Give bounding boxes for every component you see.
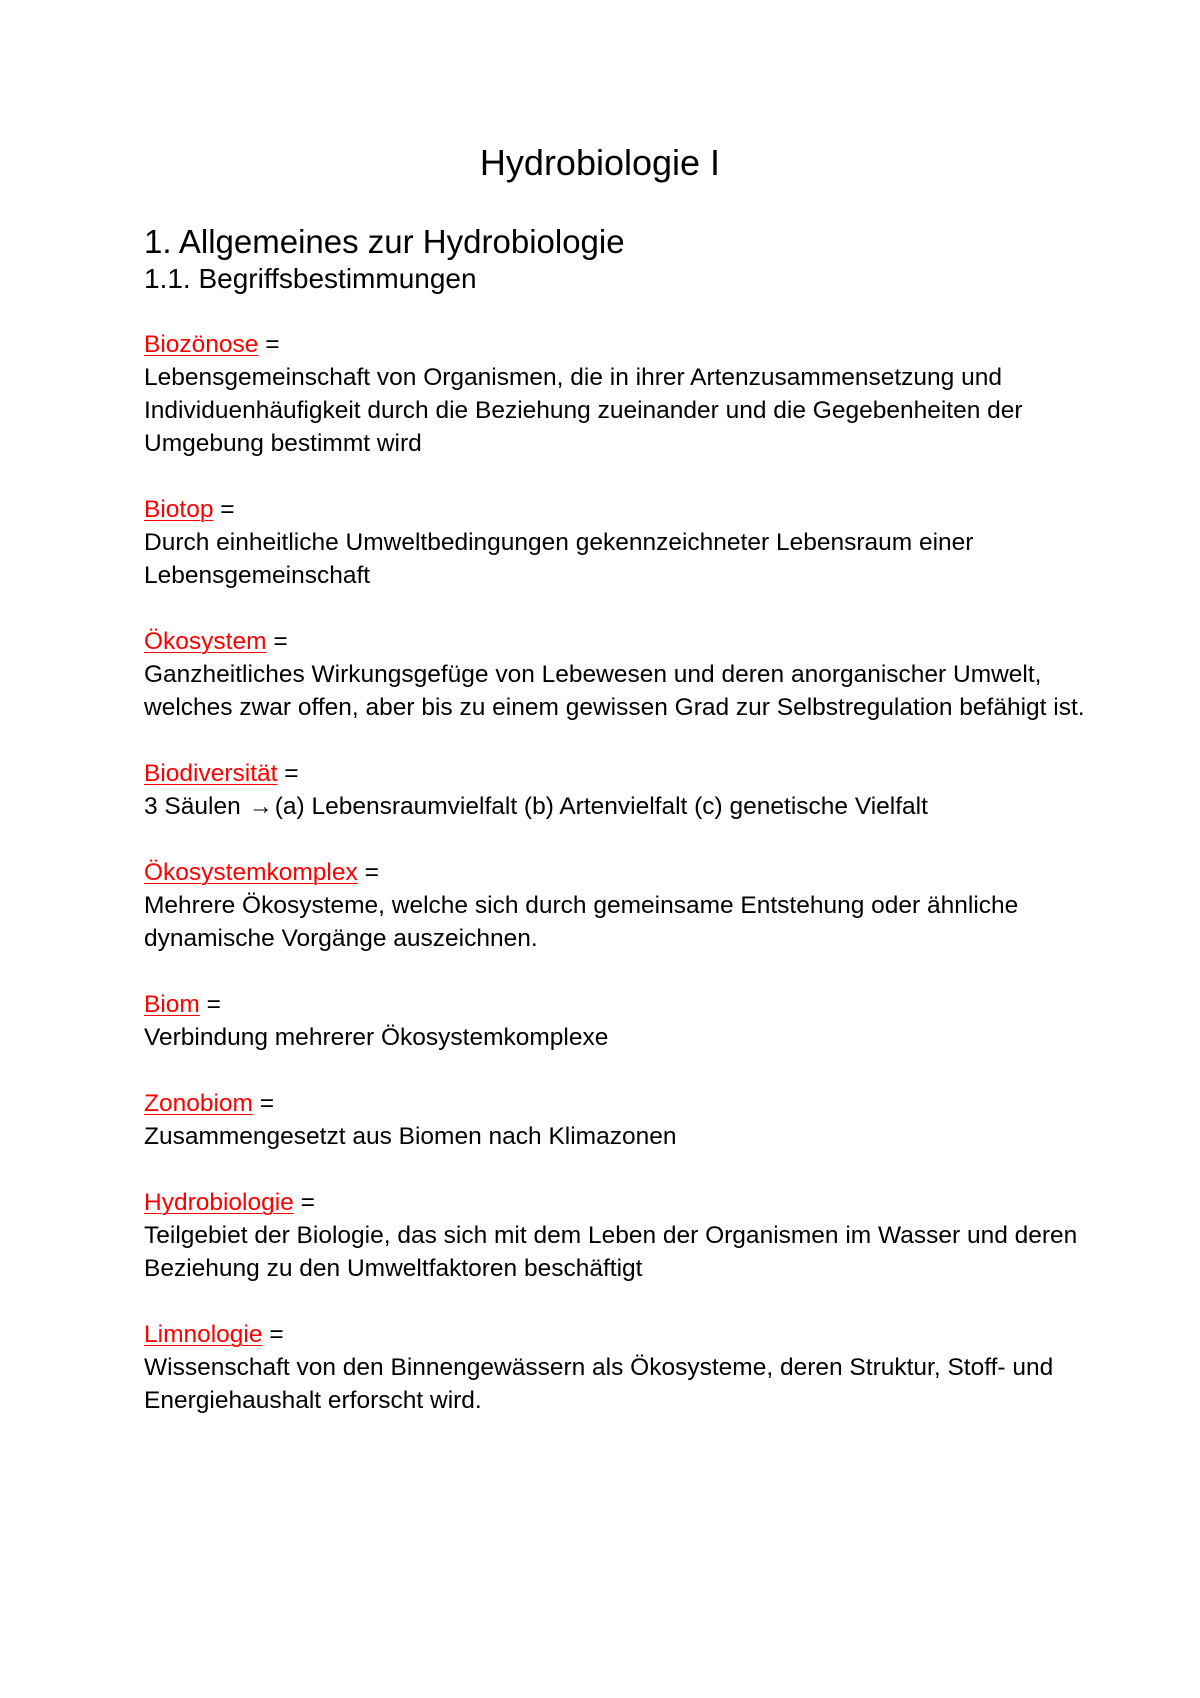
- definition-term: Biom: [144, 991, 200, 1018]
- document-body: [144, 222, 1104, 1450]
- definition-text: Teilgebiet der Biologie, das sich mit dem Leben der Organismen im Wasser und deren Beziehung zu den Umweltfaktoren beschäftigt: [144, 1222, 1078, 1282]
- definition-text-after-arrow: (a) Lebensraumvielfalt (b) Artenvielfalt (c) genetische Vielfalt: [274, 793, 928, 820]
- equals-sign: =: [284, 760, 299, 787]
- definition-term-line: [144, 625, 1104, 658]
- definition-term: Ökosystemkomplex: [144, 859, 358, 886]
- definition-term-line: [144, 757, 1104, 790]
- definition-term-line: [144, 1087, 1104, 1120]
- definition-biom: [144, 988, 1104, 1054]
- definition-text: Verbindung mehrerer Ökosystemkomplexe: [144, 1024, 609, 1051]
- definition-term: Hydrobiologie: [144, 1189, 294, 1216]
- definition-term-line: [144, 856, 1104, 889]
- definition-term-line: [144, 1186, 1104, 1219]
- definition-term-line: [144, 328, 1104, 361]
- definition-term: Ökosystem: [144, 628, 267, 655]
- definition-biotop: [144, 493, 1104, 592]
- definition-text: Ganzheitliches Wirkungsgefüge von Lebewesen und deren anorganischer Umwelt, welches zwar offen, aber bis zu einem gewissen Grad zur Selbstregulation befähigt ist.: [144, 661, 1085, 721]
- definition-term: Zonobiom: [144, 1090, 253, 1117]
- subsection-heading: 1.1. Begriffsbestimmungen: [144, 263, 477, 294]
- definition-term-line: [144, 493, 1104, 526]
- equals-sign: =: [206, 991, 221, 1018]
- equals-sign: =: [220, 496, 235, 523]
- document-title: Hydrobiologie I: [479, 142, 721, 183]
- definition-limnologie: [144, 1318, 1104, 1417]
- definition-text: Wissenschaft von den Binnengewässern als Ökosysteme, deren Struktur, Stoff- und Energiehaushalt erforscht wird.: [144, 1354, 1054, 1414]
- definition-oekosystemkomplex: [144, 856, 1104, 955]
- definition-term-line: [144, 1318, 1104, 1351]
- definition-biodiversitaet: [144, 757, 1104, 823]
- definition-text: Lebensgemeinschaft von Organismen, die in ihrer Artenzusammensetzung und Individuenhäufigkeit durch die Beziehung zueinander und die Gegebenheiten der Umgebung bestimmt wird: [144, 364, 1023, 457]
- equals-sign: =: [364, 859, 379, 886]
- definition-text: Mehrere Ökosysteme, welche sich durch gemeinsame Entstehung oder ähnliche dynamische Vorgänge auszeichnen.: [144, 892, 1019, 952]
- equals-sign: =: [259, 1090, 275, 1117]
- definition-text: [144, 790, 1104, 823]
- definition-term-line: [144, 988, 1104, 1021]
- equals-sign: =: [273, 628, 288, 655]
- definition-text-before-arrow: 3 Säulen: [144, 793, 241, 820]
- definition-zonobiom: [144, 1087, 1104, 1153]
- right-arrow-icon: →: [248, 793, 273, 820]
- definition-term: Biozönose: [144, 331, 259, 358]
- definition-text: Zusammengesetzt aus Biomen nach Klimazonen: [144, 1123, 677, 1150]
- definition-term: Biodiversität: [144, 760, 278, 787]
- equals-sign: =: [300, 1189, 315, 1216]
- definition-term: Limnologie: [144, 1321, 263, 1348]
- definition-oekosystem: [144, 625, 1104, 724]
- definition-biozoenose: [144, 328, 1104, 460]
- equals-sign: =: [265, 331, 280, 358]
- definition-hydrobiologie: [144, 1186, 1104, 1285]
- equals-sign: =: [269, 1321, 284, 1348]
- definition-text: Durch einheitliche Umweltbedingungen gekennzeichneter Lebensraum einer Lebensgemeinschaft: [144, 529, 974, 589]
- section-heading: 1. Allgemeines zur Hydrobiologie: [144, 223, 625, 260]
- definition-term: Biotop: [144, 496, 214, 523]
